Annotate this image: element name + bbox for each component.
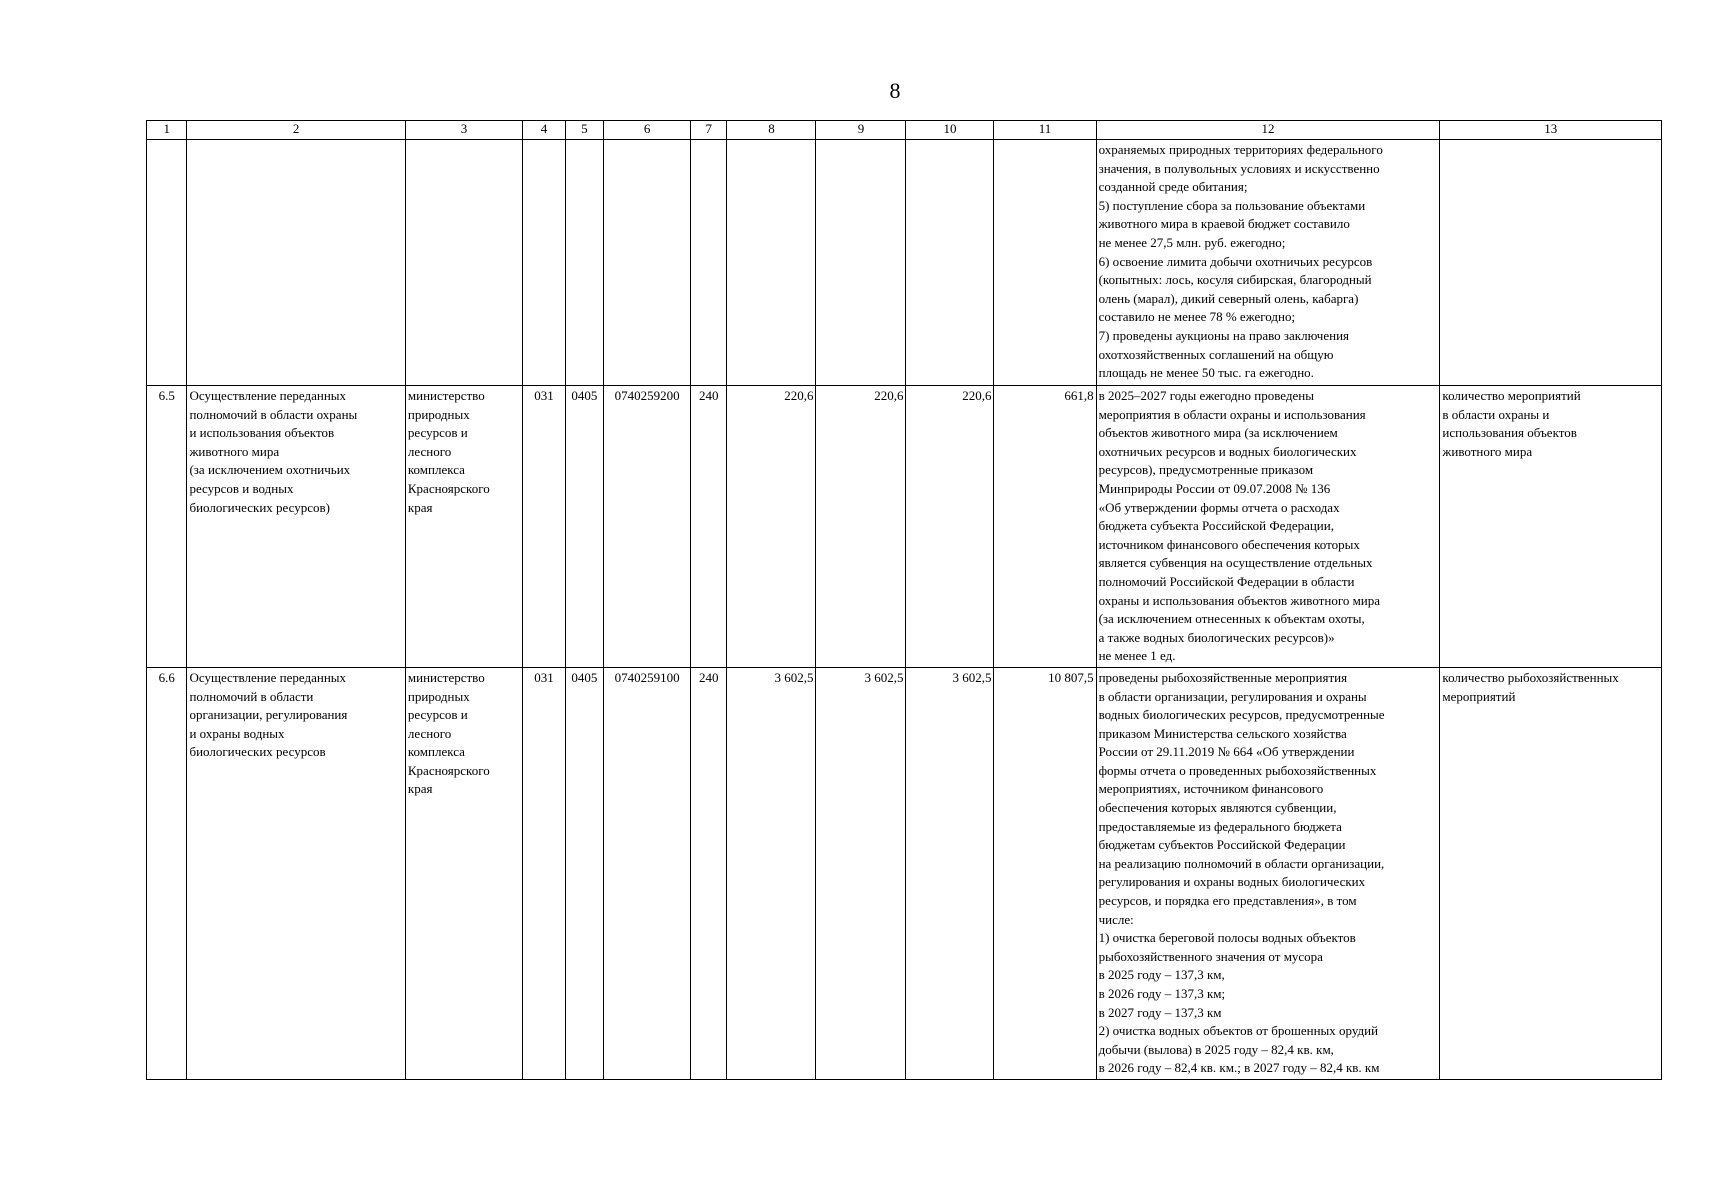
measure-name-line: ресурсов и водных <box>189 480 294 496</box>
grbs-code-cell: 031 <box>523 667 565 1079</box>
result-line: проведены рыбохозяйственные мероприятия <box>1098 669 1348 685</box>
target-article-cell: 0740259200 <box>604 386 691 668</box>
amount-2026-cell: 3 602,5 <box>816 667 906 1079</box>
result-line: в 2026 году – 82,4 кв. км.; в 2027 году – 82,4 кв. км <box>1098 1060 1380 1076</box>
measure-name-line: Осуществление переданных <box>189 669 347 685</box>
measure-name-line: животного мира <box>189 443 280 459</box>
result-line: 5) поступление сбора за пользование объектами <box>1098 197 1366 213</box>
column-header: 4 <box>523 121 565 140</box>
measure-name-line: и использования объектов <box>189 425 335 441</box>
measure-name-cell <box>187 667 405 1079</box>
executor-line: комплекса <box>407 462 465 478</box>
result-line: 2) очистка водных объектов от брошенных орудий <box>1098 1023 1379 1039</box>
result-line: предоставляемые из федерального бюджета <box>1098 818 1342 834</box>
measure-name-line: биологических ресурсов) <box>189 499 330 515</box>
result-line: созданной среде обитания; <box>1098 179 1248 195</box>
executor-line: края <box>407 781 433 797</box>
program-measures-table <box>146 120 1662 1080</box>
column-header: 13 <box>1440 121 1662 140</box>
result-line: (за исключением отнесенных к объектам охоты, <box>1098 611 1365 627</box>
expense-type-cell: 240 <box>691 667 727 1079</box>
executor-cell <box>405 667 522 1079</box>
result-line: ресурсов), предусмотренные приказом <box>1098 462 1314 478</box>
table-cell <box>565 140 603 386</box>
section-code-cell: 0405 <box>565 667 603 1079</box>
column-header: 11 <box>994 121 1096 140</box>
result-line: площадь не менее 50 тыс. га ежегодно. <box>1098 365 1314 381</box>
grbs-code-cell: 031 <box>523 386 565 668</box>
result-line: не менее 1 ед. <box>1098 648 1176 664</box>
table-cell <box>727 140 816 386</box>
executor-line: природных <box>407 406 470 422</box>
result-line: числе: <box>1098 911 1134 927</box>
result-line: в 2027 году – 137,3 км <box>1098 1004 1222 1020</box>
result-cell <box>1096 140 1440 386</box>
result-line: в области организации, регулирования и охраны <box>1098 688 1367 704</box>
page-number: 8 <box>889 78 901 103</box>
indicator-line: количество мероприятий <box>1442 388 1581 403</box>
header-row <box>147 121 1662 140</box>
column-header: 2 <box>187 121 405 140</box>
table-cell <box>187 140 405 386</box>
result-line: водных биологических ресурсов, предусмотренные <box>1098 707 1385 723</box>
result-line: формы отчета о проведенных рыбохозяйственных <box>1098 762 1377 778</box>
result-line: значения, в полувольных условиях и искусственно <box>1098 160 1380 176</box>
table-cell <box>906 140 994 386</box>
result-line: обеспечения которых являются субвенции, <box>1098 800 1337 816</box>
amount-2027-cell: 220,6 <box>906 386 994 668</box>
amount-2027-cell: 3 602,5 <box>906 667 994 1079</box>
result-line: бюджета субъекта Российской Федерации, <box>1098 518 1334 534</box>
result-line: России от 29.11.2019 № 664 «Об утверждении <box>1098 744 1355 760</box>
section-code-cell: 0405 <box>565 386 603 668</box>
result-line: на реализацию полномочий в области организации, <box>1098 855 1385 871</box>
result-line: составило не менее 78 % ежегодно; <box>1098 309 1296 325</box>
result-line: охраны и использования объектов животного мира <box>1098 592 1381 608</box>
result-line: 7) проведены аукционы на право заключения <box>1098 327 1350 343</box>
table-cell <box>691 140 727 386</box>
table-cell <box>523 140 565 386</box>
result-line: полномочий Российской Федерации в области <box>1098 573 1355 589</box>
result-line: бюджетам субъектов Российской Федерации <box>1098 837 1346 853</box>
measure-name-line: полномочий в области охраны <box>189 406 358 422</box>
result-line: приказом Министерства сельского хозяйства <box>1098 725 1347 741</box>
result-line: охраняемых природных территориях федерального <box>1098 142 1383 157</box>
indicator-line: животного мира <box>1442 443 1533 459</box>
executor-line: лесного <box>407 443 452 459</box>
executor-line: лесного <box>407 725 452 741</box>
result-line: в 2026 году – 137,3 км; <box>1098 986 1226 1001</box>
item-number-cell: 6.6 <box>147 667 187 1079</box>
table-row-6-5 <box>147 386 1662 668</box>
column-header: 12 <box>1096 121 1440 140</box>
executor-line: Красноярского <box>407 480 490 496</box>
result-line: добычи (вылова) в 2025 году – 82,4 кв. км, <box>1098 1041 1334 1057</box>
item-number-cell: 6.5 <box>147 386 187 668</box>
table-cell <box>604 140 691 386</box>
table-cell <box>147 140 187 386</box>
executor-line: природных <box>407 688 470 704</box>
executor-line: ресурсов и <box>407 425 468 441</box>
result-line: Минприроды России от 09.07.2008 № 136 <box>1098 480 1331 496</box>
table-cell <box>405 140 522 386</box>
executor-line: комплекса <box>407 744 465 760</box>
expense-type-cell: 240 <box>691 386 727 668</box>
column-header: 5 <box>565 121 603 140</box>
measure-name-line: Осуществление переданных <box>189 388 347 403</box>
table-row-6-6 <box>147 667 1662 1079</box>
indicator-cell <box>1440 667 1662 1079</box>
amount-2025-cell: 220,6 <box>727 386 816 668</box>
result-line: олень (марал), дикий северный олень, кабарга) <box>1098 290 1359 306</box>
result-line: рыбохозяйственного значения от мусора <box>1098 948 1323 964</box>
result-line: объектов животного мира (за исключением <box>1098 425 1338 441</box>
result-line: в 2025–2027 годы ежегодно проведены <box>1098 388 1314 403</box>
measure-name-line: биологических ресурсов <box>189 744 326 760</box>
amount-total-cell: 661,8 <box>994 386 1096 668</box>
measure-name-line: организации, регулирования <box>189 707 348 723</box>
table-row-continuation <box>147 140 1662 386</box>
result-cell <box>1096 386 1440 668</box>
measure-name-line: (за исключением охотничьих <box>189 462 351 478</box>
executor-line: министерство <box>407 669 485 685</box>
result-line: регулирования и охраны водных биологических <box>1098 874 1366 890</box>
result-line: 6) освоение лимита добычи охотничьих ресурсов <box>1098 253 1373 269</box>
result-line: охотничьих ресурсов и водных биологических <box>1098 443 1357 459</box>
result-line: «Об утверждении формы отчета о расходах <box>1098 499 1340 515</box>
result-line: (копытных: лось, косуля сибирская, благородный <box>1098 272 1372 288</box>
result-line: ресурсов, и порядка его представления», в том <box>1098 893 1357 909</box>
indicator-line: количество рыбохозяйственных <box>1442 669 1619 685</box>
table-cell <box>994 140 1096 386</box>
result-line: мероприятиях, источником финансового <box>1098 781 1324 797</box>
indicator-line: в области охраны и <box>1442 406 1550 422</box>
column-header: 6 <box>604 121 691 140</box>
column-header: 10 <box>906 121 994 140</box>
executor-line: края <box>407 499 433 515</box>
column-header: 9 <box>816 121 906 140</box>
executor-line: Красноярского <box>407 762 490 778</box>
column-header: 3 <box>405 121 522 140</box>
column-header: 1 <box>147 121 187 140</box>
amount-2025-cell: 3 602,5 <box>727 667 816 1079</box>
indicator-line: мероприятий <box>1442 688 1516 704</box>
table-cell <box>1440 140 1662 386</box>
result-line: источником финансового обеспечения которых <box>1098 536 1360 552</box>
measure-name-cell <box>187 386 405 668</box>
table-cell <box>816 140 906 386</box>
column-header: 8 <box>727 121 816 140</box>
target-article-cell: 0740259100 <box>604 667 691 1079</box>
result-line: а также водных биологических ресурсов)» <box>1098 629 1335 645</box>
result-line: 1) очистка береговой полосы водных объектов <box>1098 930 1356 946</box>
result-line: в 2025 году – 137,3 км, <box>1098 967 1225 983</box>
amount-2026-cell: 220,6 <box>816 386 906 668</box>
result-cell <box>1096 667 1440 1079</box>
result-line: животного мира в краевой бюджет составило <box>1098 216 1350 232</box>
result-line: мероприятия в области охраны и использования <box>1098 406 1366 422</box>
indicator-cell <box>1440 386 1662 668</box>
measure-name-line: и охраны водных <box>189 725 285 741</box>
measure-name-line: полномочий в области <box>189 688 314 704</box>
column-header: 7 <box>691 121 727 140</box>
indicator-line: использования объектов <box>1442 425 1577 441</box>
result-line: не менее 27,5 млн. руб. ежегодно; <box>1098 234 1286 250</box>
executor-line: ресурсов и <box>407 707 468 723</box>
result-line: охотхозяйственных соглашений на общую <box>1098 346 1334 362</box>
amount-total-cell: 10 807,5 <box>994 667 1096 1079</box>
executor-cell <box>405 386 522 668</box>
executor-line: министерство <box>407 388 485 403</box>
result-line: является субвенция на осуществление отдельных <box>1098 555 1373 571</box>
